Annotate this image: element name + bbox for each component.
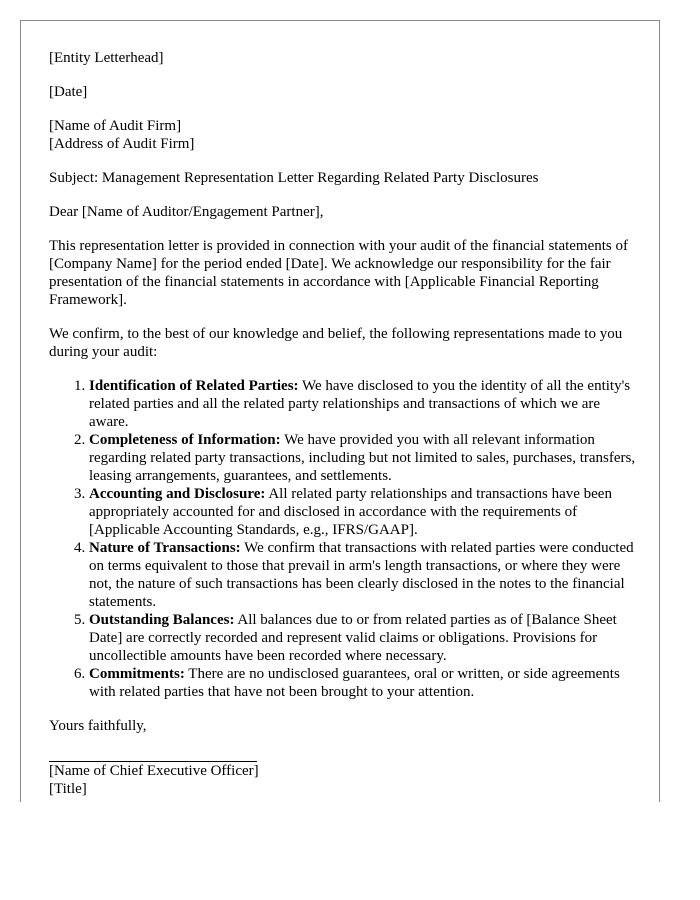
representation-text: There are no undisclosed guarantees, oral or written, or side agreements with related parties that have not been brought to your attention. bbox=[89, 666, 620, 700]
letter-salutation: Dear [Name of Auditor/Engagement Partner], bbox=[49, 204, 324, 220]
list-item bbox=[89, 539, 639, 611]
signatory-name: [Name of Chief Executive Officer] bbox=[49, 763, 259, 779]
list-item bbox=[89, 377, 639, 431]
confirm-paragraph: We confirm, to the best of our knowledge and belief, the following representations made to you during your audit: bbox=[49, 326, 623, 360]
representation-heading: Accounting and Disclosure: bbox=[89, 486, 266, 502]
recipient-block bbox=[49, 117, 639, 153]
signatory-block bbox=[49, 762, 639, 798]
list-item bbox=[89, 485, 639, 539]
entity-letterhead: [Entity Letterhead] bbox=[49, 50, 164, 66]
letter-closing: Yours faithfully, bbox=[49, 718, 147, 734]
representation-heading: Outstanding Balances: bbox=[89, 612, 235, 628]
representation-text: All related party relationships and transactions have been appropriately accounted for and disclosed in accordance with the requirements of [Applicable Accounting Standards, e.g., IFRS/GAAP]. bbox=[89, 486, 612, 538]
representation-heading: Identification of Related Parties: bbox=[89, 378, 299, 394]
list-item bbox=[89, 431, 639, 485]
representation-text: We confirm that transactions with related parties were conducted on terms equivalent to those that prevail in arm's length transactions, or where they were not, the nature of such transactions has been clearly disclosed in the notes to the financial statements. bbox=[89, 540, 634, 610]
signatory-title: [Title] bbox=[49, 781, 87, 797]
audit-firm-name: [Name of Audit Firm] bbox=[49, 118, 182, 134]
representation-heading: Nature of Transactions: bbox=[89, 540, 241, 556]
signature-line bbox=[49, 735, 257, 762]
representation-heading: Completeness of Information: bbox=[89, 432, 281, 448]
list-item bbox=[89, 611, 639, 665]
letter-body bbox=[49, 49, 639, 798]
letter-date: [Date] bbox=[49, 84, 88, 100]
letter-subject: Subject: Management Representation Letter Regarding Related Party Disclosures bbox=[49, 170, 539, 186]
representation-heading: Commitments: bbox=[89, 666, 185, 682]
representation-text: We have disclosed to you the identity of all the entity's related parties and all the related party relationships and transactions of which we are aware. bbox=[89, 378, 631, 430]
letter-page bbox=[20, 20, 660, 802]
representation-text: All balances due to or from related parties as of [Balance Sheet Date] are correctly recorded and represent valid claims or obligations. Provisions for uncollectible amounts have been recorded where necessary. bbox=[89, 612, 617, 664]
representations-list bbox=[49, 377, 639, 701]
representation-text: We have provided you with all relevant information regarding related party transactions, including but not limited to sales, purchases, transfers, leasing arrangements, guarantees, and settlements. bbox=[89, 432, 636, 484]
audit-firm-address: [Address of Audit Firm] bbox=[49, 136, 195, 152]
list-item bbox=[89, 665, 639, 701]
intro-paragraph: This representation letter is provided in connection with your audit of the financial statements of [Company Name] for the period ended [Date]. We acknowledge our responsibility for the fair presentation of the financial statements in accordance with [Applicable Financial Reporting Framework]. bbox=[49, 238, 629, 308]
